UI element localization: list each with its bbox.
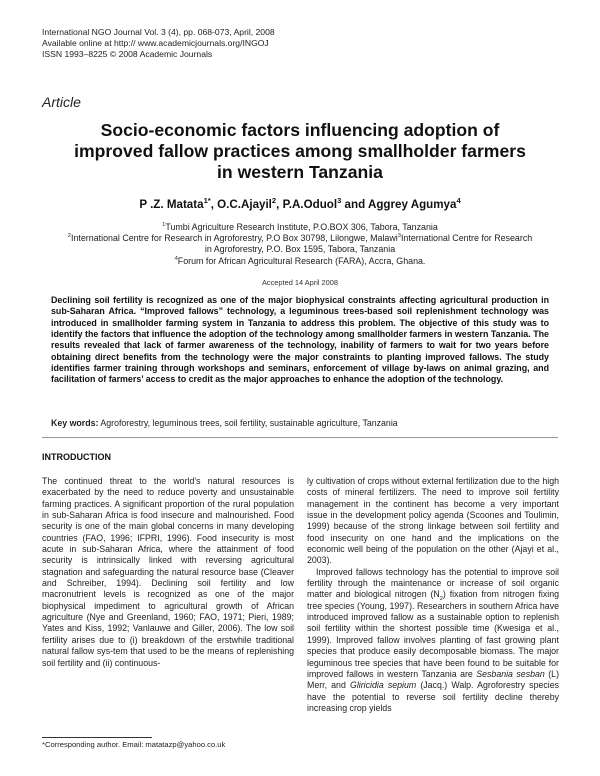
body-column-right — [307, 476, 559, 714]
journal-citation: International NGO Journal Vol. 3 (4), pp. 068-073, April, 2008 — [42, 27, 275, 37]
footnote-divider — [42, 737, 152, 738]
abstract: Declining soil fertility is recognized as one of the major biophysical constraints affecting agricultural production in sub-Saharan Africa. “Improved fallows” technology, a leguminous trees-based soil replenishment technology was introduced in smallholder farming system in Tanzania to address this problem. The objective of this study was to identify the factors that influence the adoption of the technology among smallholder farmers in western Tanzania. The results revealed that lack of farmer awareness of the technology, inability of farmers to wait for two years before obtaining direct benefits from the technology were the major constraints to planting improved fallows. The study identifies farmer training through workshops and seminars, enforcement of village by-laws on animal grazing, and facilitation of farmers’ access to credit as the major approaches to enhance the adoption of the technology. — [51, 295, 549, 385]
affiliation-line: in Agroforestry, P.O. Box 1595, Tabora, Tanzania — [204, 244, 396, 255]
title-line: Socio-economic factors influencing adoption of — [100, 120, 500, 140]
species-name: Gliricidia sepium — [349, 680, 417, 691]
section-divider — [42, 437, 558, 438]
body-column-left — [42, 476, 294, 669]
journal-online-url: Available online at http:// www.academicjournals.org/INGOJ — [42, 38, 269, 49]
author-affiliation-mark: 2 — [271, 196, 277, 206]
author-name: P .Z. Matata — [139, 198, 204, 211]
keywords-label: Key words: — [51, 418, 99, 428]
body-paragraph: The continued threat to the world’s natural resources is exacerbated by the need to reduce poverty and unsustainable farming practices. A significant proportion of the rural population in sub-Saharan Africa is food insecure and malnourished. Food security is one of the main global concerns in many developing countries (FAO, 1996; IFPRI, 1996). Food insecurity is most acute in sub-Saharan Africa, where the attainment of food security is intrinsically linked with reversing agricultural stagnation and safeguarding the natural resource base (Cleaver and Schreiber, 1994). Declining soil fertility and low macronutrient levels is recognized as one of the major biophysical impediment to agricultural growth of African agriculture (Nye and Greenland, 1960; FAO, 1971; Pieri, 1989; Yates and Kiss, 1992; Vanlauwe and Giller, 2006). The low soil fertility arises due to (i) breakdown of the erstwhile traditional natural fallow sys-tem that used to be the means of replenishing soil fertility and (ii) continuous- — [42, 476, 294, 668]
journal-issn: ISSN 1993–8225 © 2008 Academic Journals — [42, 49, 213, 60]
keywords-text: Agroforestry, leguminous trees, soil fertility, sustainable agriculture, Tanzania — [100, 418, 398, 428]
author-affiliation-mark: 1* — [203, 196, 211, 206]
author-affiliation-mark: 3 — [337, 196, 342, 206]
article-type-label: Article — [42, 94, 81, 110]
corresponding-author-footnote: *Corresponding author. Email: matatazp@yahoo.co.uk — [42, 740, 226, 749]
author-list: P .Z. Matata$^{1*}$, O.C.Ajayil$^2$, P.A.Oduol$^3$ and Aggrey Agumya$^4$ — [139, 196, 461, 211]
author-name: O.C.Ajayil — [217, 198, 272, 211]
introduction-heading: INTRODUCTION — [42, 452, 111, 462]
author-conjunction: and — [344, 198, 366, 211]
title-line: improved fallow practices among smallholder farmers — [74, 141, 526, 161]
author-affiliation-mark: 4 — [456, 196, 461, 206]
affiliation-line: $^4$Forum for African Agricultural Research (FARA), Accra, Ghana. — [174, 255, 426, 266]
keywords — [51, 418, 549, 428]
affiliations — [42, 222, 558, 267]
body-paragraph: ly cultivation of crops without external fertilization due to the high costs of mineral fertilizers. The need to improve soil fertility management in the continent has become a very important issue in the development policy agenda (Scoones and Toulimin, 1999) because of the strong linkage between soil fertility and food insecurity on one hand and the implications on the economic well being of the population on the other (Ajayi et al., 2003). — [307, 476, 559, 566]
affiliation-line: $^1$Tumbi Agriculture Research Institute, P.O.BOX 306, Tabora, Tanzania — [162, 222, 438, 232]
body-paragraph: Improved fallows technology has the potential to improve soil fertility through the maintenance or increase of soil organic matter and biological nitrogen $(N_2)$ fixation from nitrogen fixing tree species (Young, 1997). Researchers in southern Africa have introduced improved fallow as a sustainable option to replenish soil fertility within the shortest possible time (Kwesiga et al., 1999). Improved fallow involves planting of fast growing plant species that produce easily decomposable biomass. The major leguminous tree species that have been found to be suitable for improved fallows in western Tanzania are Sesbania sesban (L) Merr, and Gliricidia sepium (Jacq.) Walp. Agroforestry species have the potential to reverse soil fertility decline thereby increasing crop yields — [307, 566, 560, 713]
accepted-date: Accepted 14 April 2008 — [261, 278, 338, 287]
journal-header — [42, 27, 275, 61]
author-name: Aggrey Agumya — [367, 198, 457, 211]
author-name: P.A.Oduol — [282, 198, 338, 211]
affiliation-line: $^2$International Centre for Research in Agroforestry, P.O Box 30798, Lilongwe, Malawi$^3$International Centre for Research — [67, 233, 533, 244]
species-name: Sesbania sesban — [476, 668, 545, 679]
paper-title — [42, 120, 558, 183]
title-line: in western Tanzania — [217, 162, 383, 182]
